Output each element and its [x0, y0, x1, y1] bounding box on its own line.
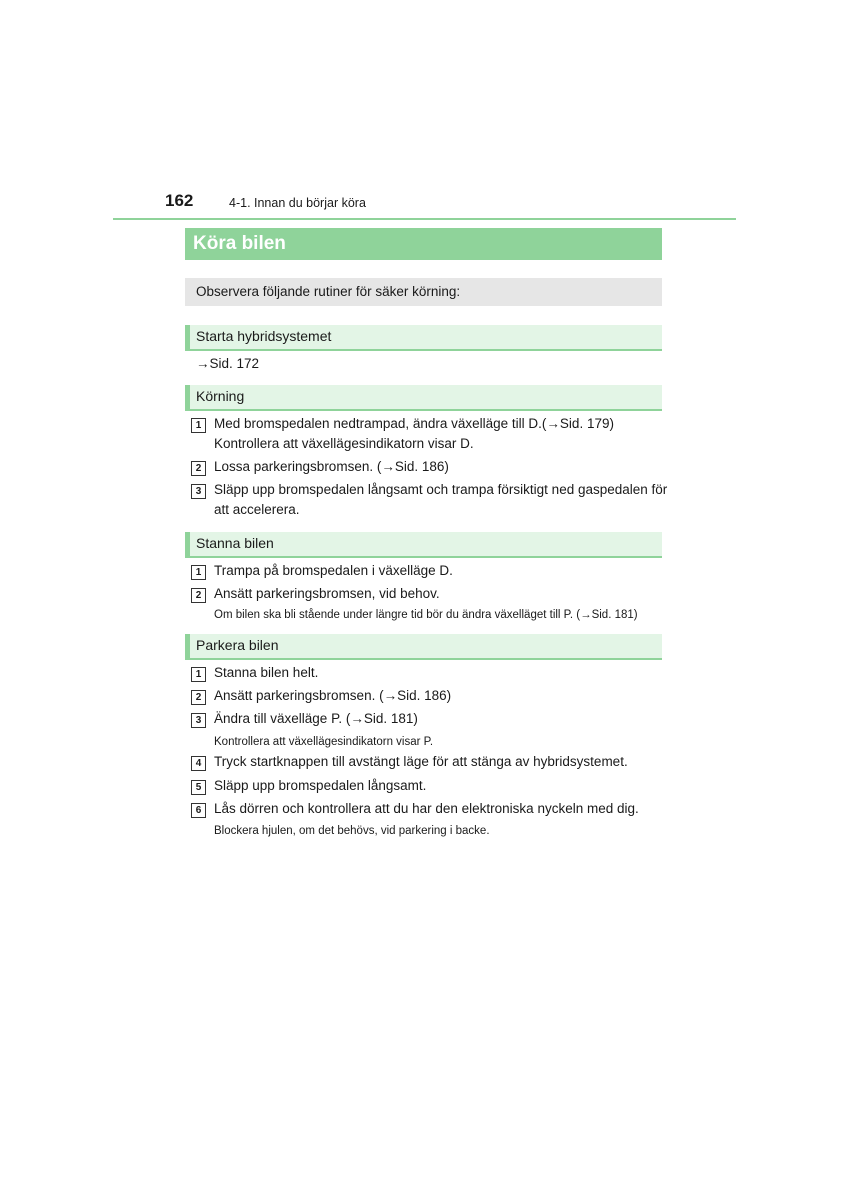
step-number-badge: 2: [191, 461, 206, 476]
step-note: Blockera hjulen, om det behövs, vid parkering i backe.: [214, 825, 490, 837]
section-title: Parkera bilen: [196, 637, 279, 653]
section-heading-start: [185, 325, 662, 351]
step-number-badge: 2: [191, 690, 206, 705]
step-text: Med bromspedalen nedtrampad, ändra växelläge till D.(→Sid. 179): [214, 416, 614, 431]
intro-box: [185, 278, 662, 306]
section-title: Stanna bilen: [196, 535, 274, 551]
section-title: Starta hybridsystemet: [196, 328, 332, 344]
page-number: 162: [165, 191, 194, 210]
step-text: Släpp upp bromspedalen långsamt och trampa försiktigt ned gaspedalen för: [214, 482, 668, 497]
step-number-badge: 2: [191, 588, 206, 603]
page-title-bar: [185, 228, 662, 260]
step-number-badge: 4: [191, 756, 206, 771]
step-text: Ansätt parkeringsbromsen. (→Sid. 186): [214, 688, 452, 703]
step-number-badge: 1: [191, 565, 206, 580]
step-text: Släpp upp bromspedalen långsamt.: [214, 778, 427, 793]
page-title: Köra bilen: [193, 233, 286, 254]
step-note: Kontrollera att växellägesindikatorn visar P.: [214, 736, 434, 748]
step-number-badge: 3: [191, 713, 206, 728]
step-number-badge: 5: [191, 780, 206, 795]
step-text: Stanna bilen helt.: [214, 665, 319, 680]
section-heading-park: [185, 634, 662, 660]
section-title: Körning: [196, 388, 245, 404]
step-note: Om bilen ska bli stående under längre tid bör du ändra växelläget till P. (→Sid. 181): [214, 609, 638, 621]
breadcrumb: 4-1. Innan du börjar köra: [229, 196, 366, 210]
step-text: att accelerera.: [214, 502, 300, 517]
section-heading-stop: [185, 532, 662, 558]
step-number-badge: 6: [191, 803, 206, 818]
step-text: Tryck startknappen till avstängt läge för att stänga av hybridsystemet.: [214, 754, 628, 769]
step-text: Ansätt parkeringsbromsen, vid behov.: [214, 586, 440, 601]
step-number-badge: 1: [191, 418, 206, 433]
step-text: Lås dörren och kontrollera att du har den elektroniska nyckeln med dig.: [214, 801, 639, 816]
step-number-badge: 1: [191, 667, 206, 682]
step-text: Ändra till växelläge P. (→Sid. 181): [214, 711, 418, 726]
step-text: Trampa på bromspedalen i växelläge D.: [214, 563, 453, 578]
intro-text: Observera följande rutiner för säker körning:: [196, 284, 461, 299]
page-reference: →Sid. 172: [196, 356, 260, 371]
page-header: [113, 190, 736, 220]
step-text: Lossa parkeringsbromsen. (→Sid. 186): [214, 459, 449, 474]
section-heading-driving: [185, 385, 662, 411]
step-text: Kontrollera att växellägesindikatorn visar D.: [214, 436, 474, 451]
step-number-badge: 3: [191, 484, 206, 499]
